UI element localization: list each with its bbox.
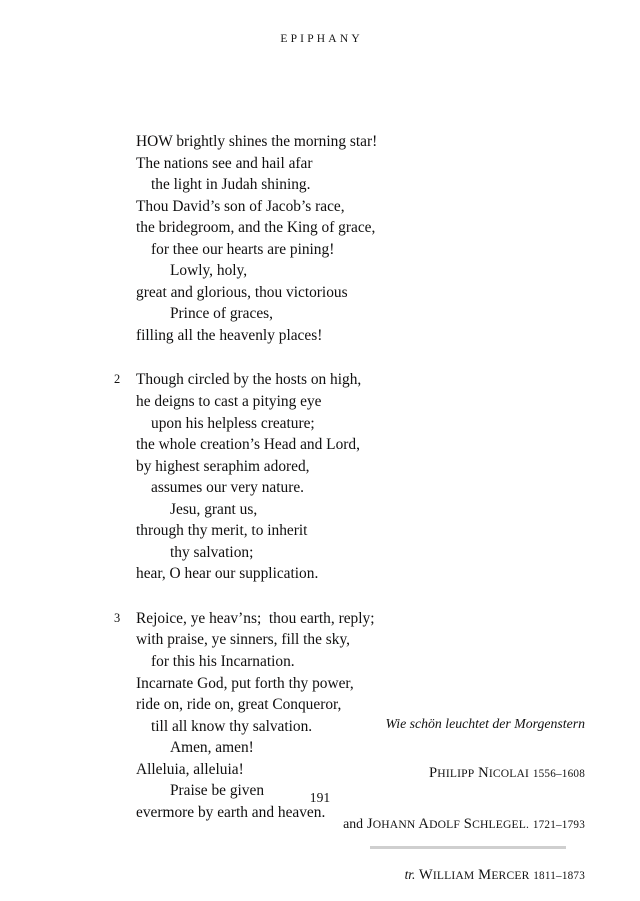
stanza-lines [136,369,534,584]
attribution-original-title [0,699,585,749]
hymn-line: Lowly, holy, [170,262,248,280]
attribution-coauthor [0,800,585,851]
translator-prefix: tr. [404,866,416,882]
author-name: PHILIPP NICOLAI [429,765,530,782]
hymn-line: Incarnate God, put forth thy power, [136,674,354,692]
coauthor-prefix: and [343,816,364,832]
hymn-line: Amen, amen! [170,739,254,757]
attribution-translator [0,850,585,901]
hymn-line: assumes our very nature. [151,479,305,497]
hymn-line: with praise, ye sinners, fill the sky, [136,631,351,649]
page-number: 191 [309,790,331,805]
running-head: EPIPHANY [280,33,363,45]
original-title-text: Wie schön leuchtet der Morgenstern [385,715,585,731]
hymn-line: for thee our hearts are pining! [151,240,335,258]
hymn-line: Praise be given [170,782,265,800]
hymn-line: Prince of graces, [170,305,273,323]
stanza-number: 3 [114,610,121,625]
hymn-line: Rejoice, ye heav’ns; thou earth, reply; [136,609,375,627]
coauthor-name: JOHANN ADOLF SCHLEGEL. [366,816,530,833]
hymn-line: Thou David’s son of Jacob’s race, [136,197,345,215]
hymn-line: filling all the heavenly places! [136,326,323,344]
hymn-line: HOW brightly shines the morning star! [136,133,378,150]
hymn-line: the whole creation’s Head and Lord, [136,436,360,454]
scan-edge-artifact [370,846,566,849]
hymn-line: upon his helpless creature; [151,414,315,432]
hymn-line: The nations see and hail afar [136,154,313,172]
hymn-line: he deigns to cast a pitying eye [136,393,322,411]
stanza [114,131,534,346]
hymn-line: thy salvation; [170,543,254,561]
hymn-line: Alleluia, alleluia! [136,760,244,778]
stanza-lines [136,131,534,346]
hymn-line: hear, O hear our supplication. [136,565,319,583]
hymn-line: ride on, ride on, great Conqueror, [136,696,342,714]
coauthor-dates: 1721–1793 [532,819,585,832]
stanza [114,369,534,584]
hymn-line: Though circled by the hosts on high, [136,371,362,389]
hymn-line: evermore by earth and heaven. [136,803,326,821]
stanza-number: 2 [114,372,121,387]
hymn-line: the light in Judah shining. [151,176,311,194]
translator-dates: 1811–1873 [533,869,585,882]
hymn-line: the bridegroom, and the King of grace, [136,219,376,237]
hymn-line: till all know thy salvation. [151,717,313,735]
hymn-line: for this his Incarnation. [151,653,295,671]
hymn-line: Jesu, grant us, [170,500,258,518]
hymn-line: through thy merit, to inherit [136,522,308,540]
hymn-line: great and glorious, thou victorious [136,283,348,301]
translator-name: WILLIAM MERCER [418,866,530,883]
hymn-line: by highest seraphim adored, [136,457,310,475]
author-dates: 1556–1608 [532,768,585,781]
